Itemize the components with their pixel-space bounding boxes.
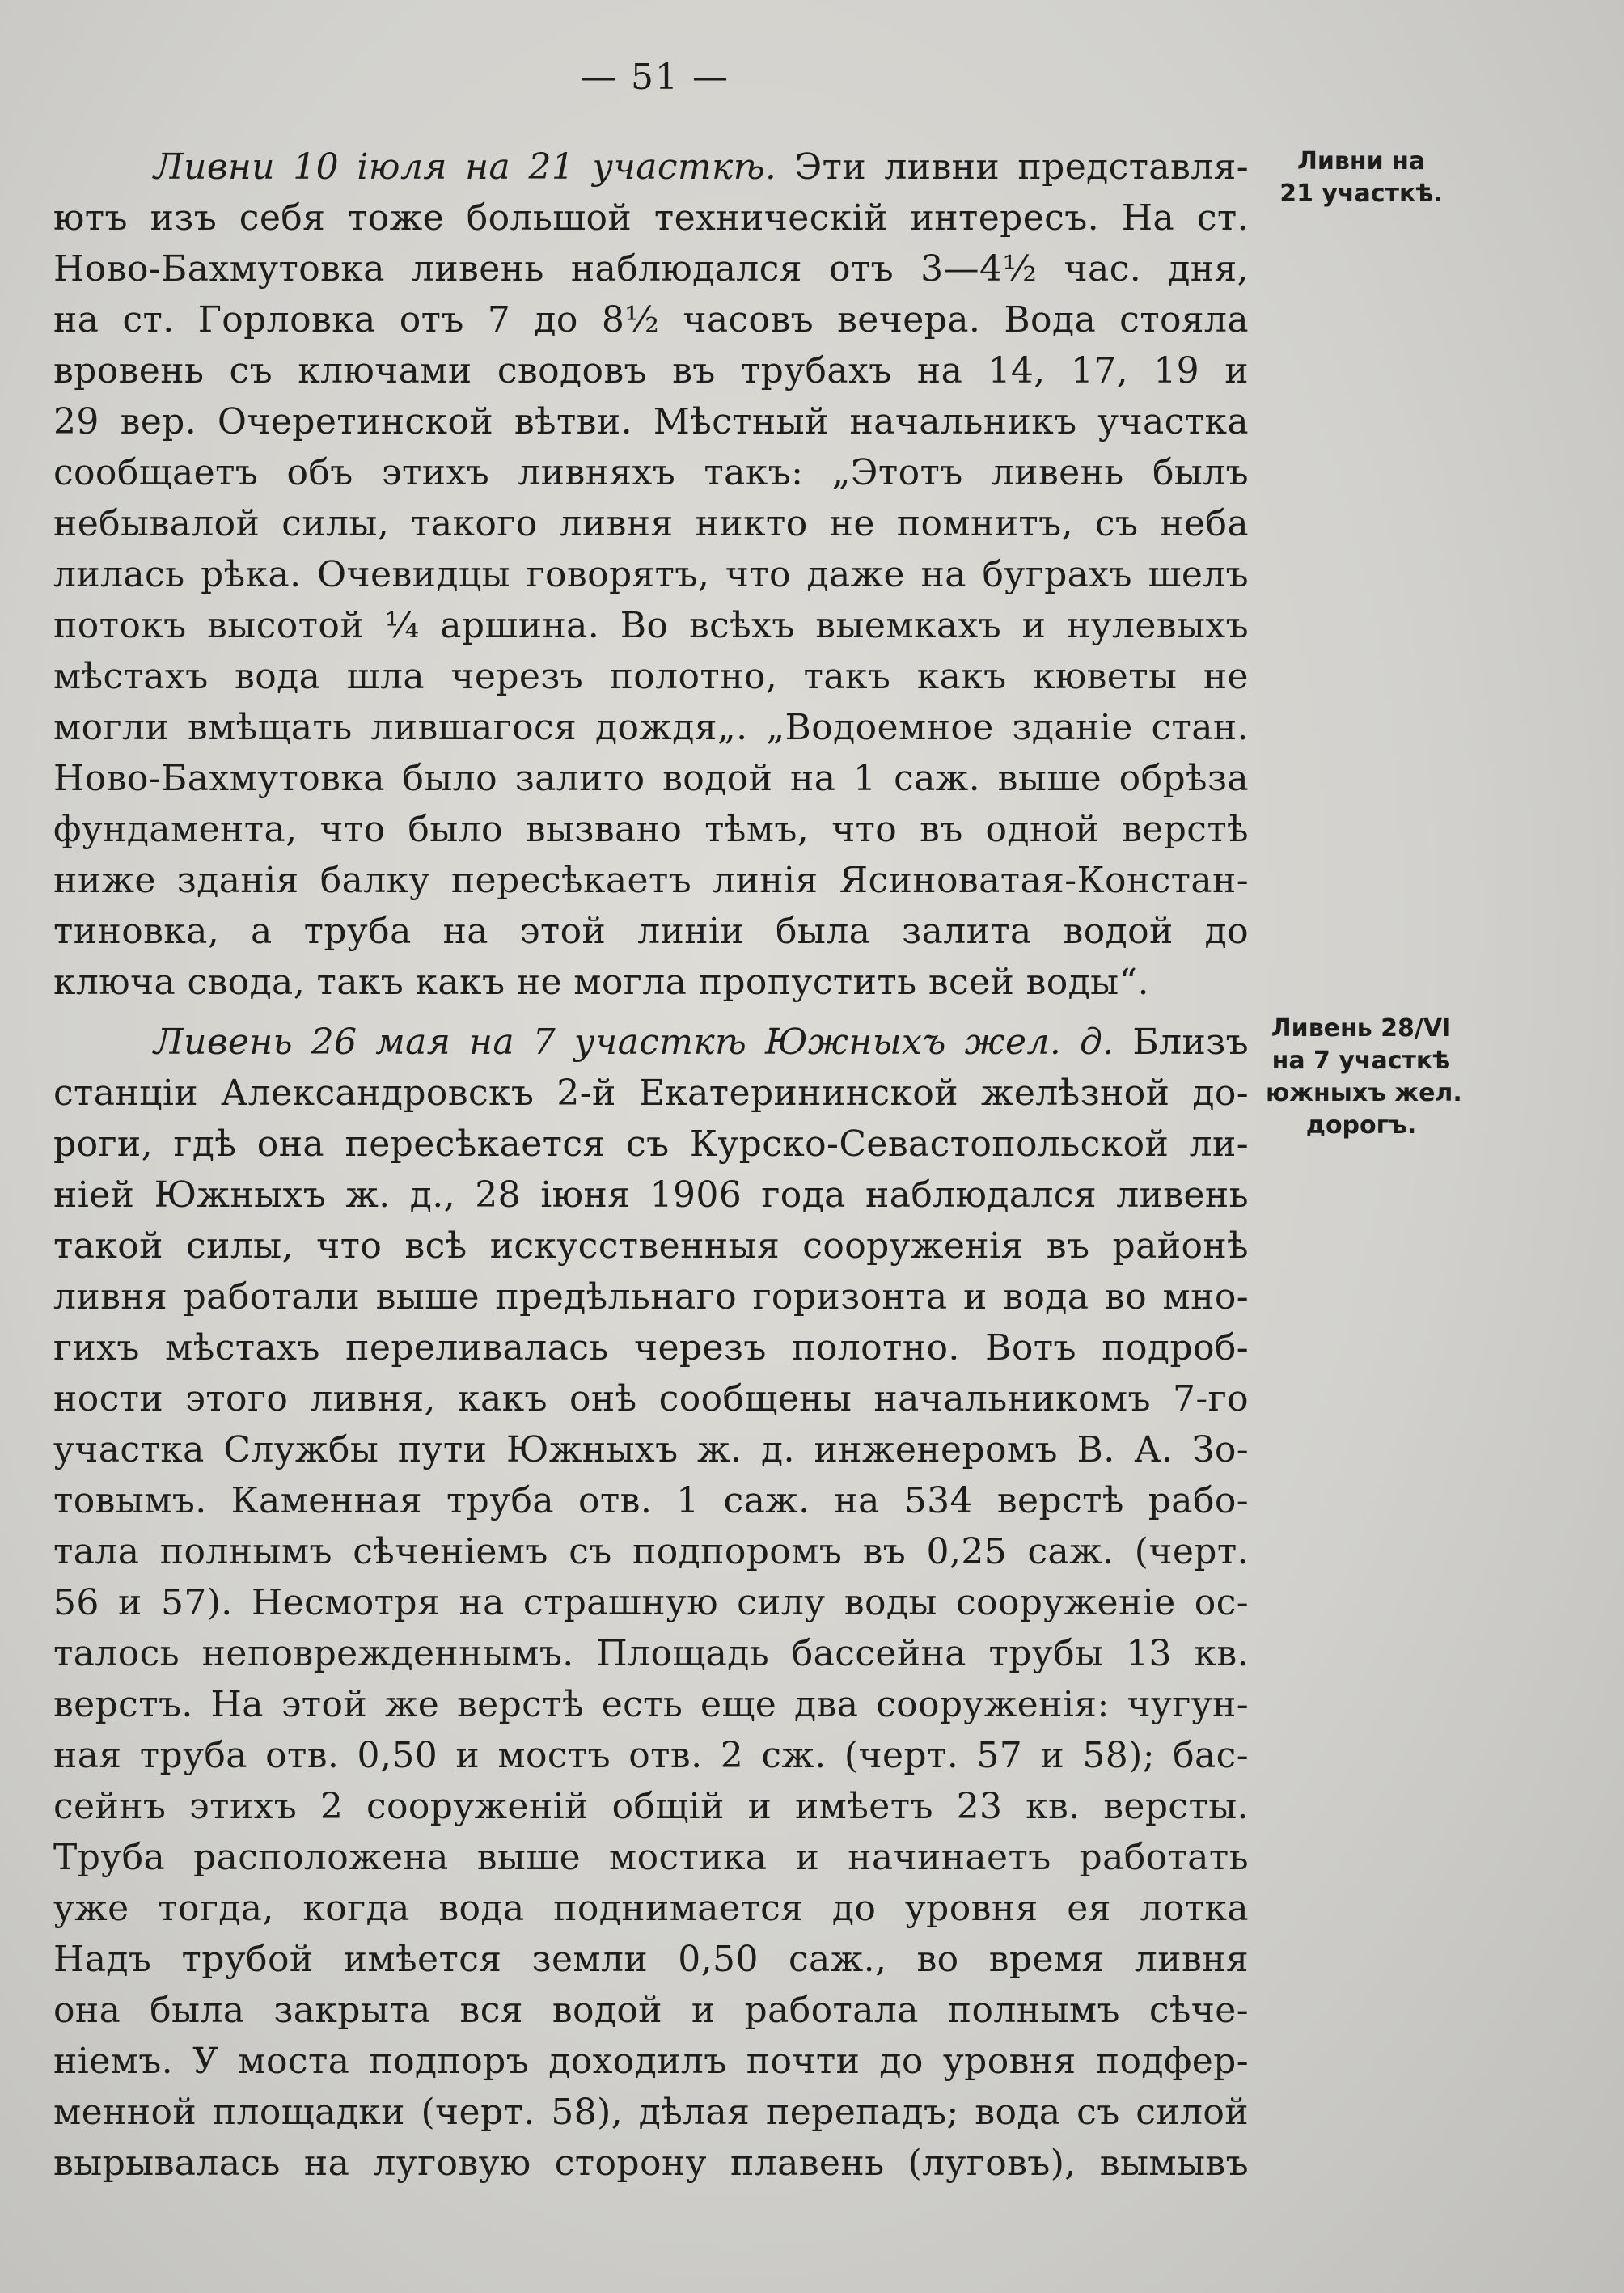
text-line: сейнъ этихъ 2 сооруженій общій и имѣетъ 23 кв. версты. xyxy=(53,1786,1249,1827)
text-line: 56 и 57). Несмотря на страшную силу воды сооруженіе ос- xyxy=(53,1582,1249,1623)
paragraph-2 xyxy=(53,1017,1249,2189)
text-line: на ст. Горловка отъ 7 до 8½ часовъ вечера. Вода стояла xyxy=(53,299,1249,341)
paragraph-1 xyxy=(53,142,1249,1008)
text-line: мѣстахъ вода шла черезъ полотно, такъ какъ кюветы не xyxy=(53,656,1249,697)
text-line: такой силы, что всѣ искусственныя сооруженія въ районѣ xyxy=(53,1225,1249,1267)
margin-note-line: Ливни на xyxy=(1296,147,1426,176)
text-line: участка Службы пути Южныхъ ж. д. инженеромъ В. А. Зо- xyxy=(53,1429,1249,1470)
text-line: уже тогда, когда вода поднимается до уровня ея лотка xyxy=(53,1888,1249,1929)
text-line: талось неповрежденнымъ. Площадь бассейна трубы 13 кв. xyxy=(53,1633,1249,1674)
text-line: ніей Южныхъ ж. д., 28 іюня 1906 года наблюдался ливень xyxy=(53,1174,1249,1216)
text-line: ливня работали выше предѣльнаго горизонта и вода во мно- xyxy=(53,1276,1249,1318)
text-line: Ливень 26 мая на 7 участкѣ Южныхъ жел. д. Близъ xyxy=(154,1022,1249,1063)
text-line: могли вмѣщать лившагося дождя„. „Водоемное зданіе стан. xyxy=(53,707,1249,748)
text-line: тиновка, а труба на этой линіи была залита водой до xyxy=(53,911,1249,952)
text-line: тала полнымъ сѣченіемъ съ подпоромъ въ 0,25 саж. (черт. xyxy=(53,1531,1249,1572)
page-number: — 51 — xyxy=(581,57,730,98)
text-line: Ново-Бахмутовка ливень наблюдался отъ 3—4½ час. дня, xyxy=(53,248,1249,290)
text-line: ніемъ. У моста подпоръ доходилъ почти до уровня подфер- xyxy=(53,2041,1249,2082)
text-line: менной площадки (черт. 58), дѣлая перепадъ; вода съ силой xyxy=(53,2092,1249,2133)
paragraph-heading: Ливень 26 мая на 7 участкѣ Южныхъ жел. д. xyxy=(154,1022,1114,1063)
margin-note-line: дорогъ. xyxy=(1305,1111,1417,1140)
text-line: ности этого ливня, какъ онѣ сообщены начальникомъ 7-го xyxy=(53,1378,1249,1419)
text-line: небывалой силы, такого ливня никто не помнитъ, съ неба xyxy=(53,503,1249,544)
text-line: ная труба отв. 0,50 и мостъ отв. 2 сж. (черт. 57 и 58); бас- xyxy=(53,1735,1249,1776)
margin-note-1 xyxy=(1266,146,1457,210)
text-line: Ново-Бахмутовка было залито водой на 1 саж. выше обрѣза xyxy=(53,758,1249,799)
text-line: Труба расположена выше мостика и начинаетъ работать xyxy=(53,1837,1249,1878)
text-line: вырывалась на луговую сторону плавень (луговъ), вымывъ xyxy=(53,2143,1249,2184)
text-line: станціи Александровскъ 2-й Екатерининской желѣзной до- xyxy=(53,1072,1249,1114)
text-line: Ливни 10 іюля на 21 участкѣ. Эти ливни представля- xyxy=(154,146,1249,188)
margin-note-line: Ливень 28/VI xyxy=(1271,1014,1452,1043)
margin-note-2 xyxy=(1266,1013,1462,1142)
text-line: лилась рѣка. Очевидцы говорятъ, что даже на буграхъ шелъ xyxy=(53,554,1249,595)
text-line: ниже зданія балку пересѣкаетъ линія Ясиноватая-Констан- xyxy=(53,860,1249,901)
text-line: сообщаетъ объ этихъ ливняхъ такъ: „Этотъ ливень былъ xyxy=(53,452,1249,493)
text-line: Надъ трубой имѣется земли 0,50 саж., во время ливня xyxy=(53,1939,1249,1980)
margin-note-line: на 7 участкѣ xyxy=(1271,1047,1451,1075)
text-line: товымъ. Каменная труба отв. 1 саж. на 534 верстѣ рабо- xyxy=(53,1480,1249,1521)
text-line: ютъ изъ себя тоже большой техническій интересъ. На ст. xyxy=(53,197,1249,239)
paragraph-heading: Ливни 10 іюля на 21 участкѣ. xyxy=(154,146,777,188)
text-line: 29 вер. Очеретинской вѣтви. Мѣстный начальникъ участка xyxy=(53,401,1249,442)
text-line: ключа свода, такъ какъ не могла пропустить всей воды“. xyxy=(53,962,1149,1003)
text-line: вровень съ ключами сводовъ въ трубахъ на 14, 17, 19 и xyxy=(53,350,1249,391)
text-line: роги, гдѣ она пересѣкается съ Курско-Севастопольской ли- xyxy=(53,1123,1249,1165)
text-line: верстъ. На этой же верстѣ есть еще два сооруженія: чугун- xyxy=(53,1684,1249,1725)
text-line: потокъ высотой ¼ аршина. Во всѣхъ выемкахъ и нулевыхъ xyxy=(53,605,1249,646)
text-line: фундамента, что было вызвано тѣмъ, что въ одной верстѣ xyxy=(53,809,1249,850)
margin-note-line: южныхъ жел. xyxy=(1266,1079,1462,1107)
margin-note-line: 21 участкѣ. xyxy=(1279,180,1443,208)
text-line: гихъ мѣстахъ переливалась черезъ полотно. Вотъ подроб- xyxy=(53,1327,1249,1369)
text-line: она была закрыта вся водой и работала полнымъ сѣче- xyxy=(53,1990,1249,2031)
